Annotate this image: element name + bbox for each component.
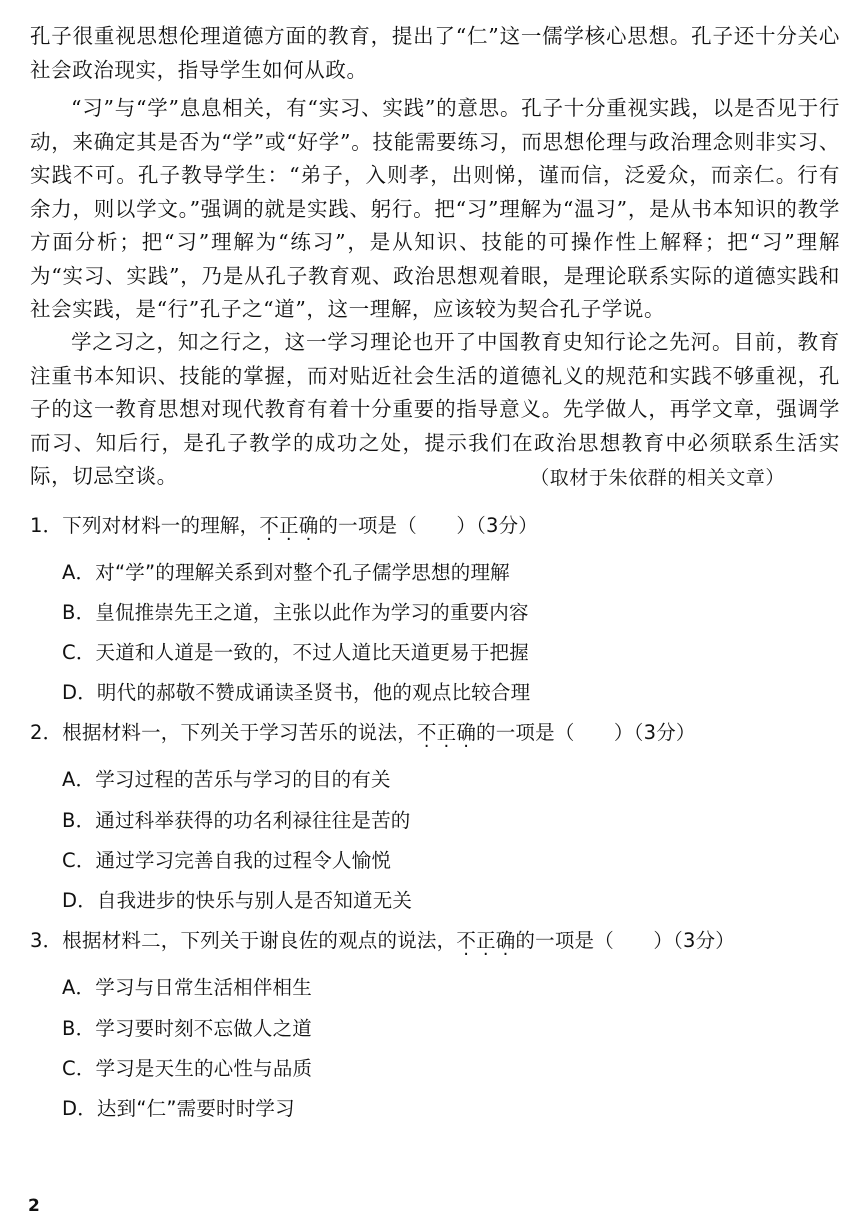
question-2-option-d[interactable]: D．自我进步的快乐与别人是否知道无关 xyxy=(62,889,413,912)
emphasis-char: 正 xyxy=(279,514,299,537)
question-3-option-b[interactable]: B．学习要时刻不忘做人之道 xyxy=(62,1017,312,1040)
question-1-stem-text: 1．下列对材料一的理解， xyxy=(30,514,260,537)
question-1-stem xyxy=(30,510,538,538)
question-1-option-b[interactable]: B．皇侃推崇先王之道，主张以此作为学习的重要内容 xyxy=(62,601,529,624)
question-3-option-a[interactable]: A．学习与日常生活相伴相生 xyxy=(62,976,312,999)
emphasis-char: 确 xyxy=(495,929,516,952)
passage-paragraph-2: “习”与“学”息息相关，有“实习、实践”的意思。孔子十分重视实践，以是否见于行动，来确定其是否为“学”或“好学”。技能需要练习，而思想伦理与政治理念则非实习、实践不可。孔子教导学生：“弟子，入则孝，出则悌，谨而信，泛爱众，而亲仁。行有余力，则以学文。”强调的就是实践、躬行。把“习”理解为“温习”，是从书本知识的教学方面分析；把“习”理解为“练习”，是从知识、技能的可操作性上解释；把“习”理解为“实习、实践”，乃是从孔子教育观、政治思想观着眼，是理论联系实际的道德实践和社会实践，是“行”孔子之“道”，这一理解，应该较为契合孔子学说。 xyxy=(30,96,840,321)
emphasis-char: 确 xyxy=(298,514,319,537)
emphasis-char: 确 xyxy=(456,721,477,744)
question-1-option-a[interactable]: A．对“学”的理解关系到对整个孔子儒学思想的理解 xyxy=(62,561,510,584)
emphasis-char: 正 xyxy=(436,721,457,744)
question-2-option-b[interactable]: B．通过科举获得的功名利禄往往是苦的 xyxy=(62,809,411,832)
question-1-option-d[interactable]: D．明代的郝敬不赞成诵读圣贤书，他的观点比较合理 xyxy=(62,681,531,704)
question-2-stem-tail: 的一项是（ ）（3分） xyxy=(476,721,696,744)
emphasis-char: 正 xyxy=(476,929,496,952)
passage-paragraph-1: 孔子很重视思想伦理道德方面的教育，提出了“仁”这一儒学核心思想。孔子还十分关心社会政治现实，指导学生如何从政。 xyxy=(30,24,840,82)
page-number: 2 xyxy=(28,1196,40,1216)
emphasis-char: 不 xyxy=(416,721,437,744)
question-3-option-d[interactable]: D．达到“仁”需要时时学习 xyxy=(62,1097,295,1120)
question-3-option-c[interactable]: C．学习是天生的心性与品质 xyxy=(62,1057,313,1080)
emphasis-char: 不 xyxy=(456,929,477,952)
question-3-stem-text: 3．根据材料二，下列关于谢良佐的观点的说法， xyxy=(30,929,457,952)
question-3-stem-tail: 的一项是（ ）（3分） xyxy=(515,929,735,952)
passage-paragraph-3: 学之习之，知之行之，这一学习理论也开了中国教育史知行论之先河。目前，教育注重书本知识、技能的掌握，而对贴近社会生活的道德礼义的规范和实践不够重视，孔子的这一教育思想对现代教育有着十分重要的指导意义。先学做人，再学文章，强调学而习、知后行，是孔子教学的成功之处，提示我们在政治思想教育中必须联系生活实际，切忌空谈。 xyxy=(30,330,840,488)
question-1-option-c[interactable]: C．天道和人道是一致的，不过人道比天道更易于把握 xyxy=(62,641,529,664)
emphasis-char: 不 xyxy=(259,514,280,537)
question-2-stem-text: 2．根据材料一，下列关于学习苦乐的说法， xyxy=(30,721,417,744)
question-1-stem-tail: 的一项是（ ）（3分） xyxy=(318,514,538,537)
question-2-option-a[interactable]: A．学习过程的苦乐与学习的目的有关 xyxy=(62,768,391,791)
question-2-option-c[interactable]: C．通过学习完善自我的过程令人愉悦 xyxy=(62,849,392,872)
question-3-stem xyxy=(30,925,735,953)
question-2-stem xyxy=(30,717,696,745)
source-citation: （取材于朱依群的相关文章） xyxy=(530,467,785,489)
